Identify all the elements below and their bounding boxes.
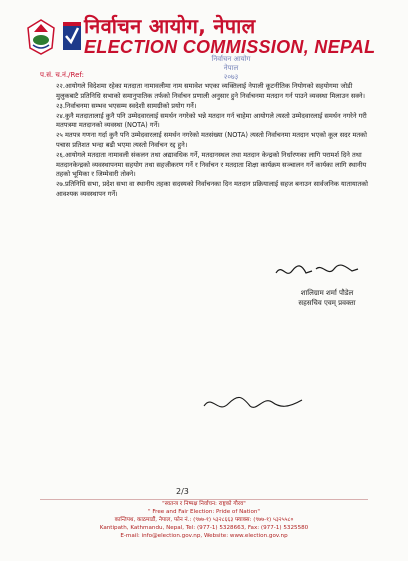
stamp-line-1: निर्वाचन आयोग: [211, 55, 251, 63]
paragraph-23: २३.निर्वाचनमा सम्भव भएसम्म स्वदेशी सामग्रीको प्रयोग गर्ने।: [56, 101, 197, 110]
footer-slogan-english: " Free and Fair Election: Pride of Nation": [147, 509, 261, 515]
office-stamp: [200, 55, 262, 83]
second-signature-icon: [198, 390, 308, 416]
handwritten-signature-icon: [272, 259, 362, 281]
reference-label: प.सं. च.नं./Ref:: [40, 71, 84, 79]
nepal-emblem-icon: [24, 18, 58, 56]
letter-body: [56, 82, 376, 200]
footer-address-english: Kantipath, Kathmandu, Nepal, Tel: (977-1) 5328663, Fax: (977-1) 5325580: [99, 525, 309, 531]
org-title-english: ELECTION COMMISSION, NEPAL: [84, 37, 376, 57]
letter-footer: [40, 500, 368, 540]
org-title-nepali: निर्वाचन आयोग, नेपाल: [84, 14, 256, 38]
paragraph-25: २५ मतपत्र गणना गर्दा कुनै पनि उम्मेदवारलाई समर्थन नगरेको मतसंख्या (NOTA) त्यस्तो निर्वाचनमा मतदान भएको कूल सदर मतको पचास प्रतिशत भन्दा बढी भएमा त्यस्तो निर्वाचन रद्द हुने।: [56, 131, 367, 150]
footer-contact-web: E-mail: info@election.gov.np, Website: www.election.gov.np: [120, 533, 288, 539]
footer-slogan-nepali: "स्वतन्त्र र निष्पक्ष निर्वाचन: राष्ट्रको गौरव": [162, 501, 246, 507]
paragraph-26: २६.आयोगले मतदाता नामावली संकलन तथा अद्यावधिक गर्ने, मतदानस्थल तथा मतदान केन्द्रको निर्धारणका लागि परामर्श दिने तथा मतदानकेन्द्रको व्यवस्थापनमा सहयोग तथा सहजीकरण गर्ने र निर्वाचन र मतदाता शिक्षा कार्यक्रम सञ्चालन गर्ने कार्यका लागि स्थानीय तहको भूमिका र जिम्मेवारी तोक्ने।: [56, 151, 367, 179]
signatory-block: [294, 288, 360, 308]
signatory-title: सहसचिव एवम् प्रवक्ता: [298, 299, 356, 307]
paragraph-27: २७.प्रतिनिधि सभा, प्रदेश सभा वा स्थानीय तहका सदस्यको निर्वाचनका दिन मतदान प्रक्रियालाई सहज बनाउन सार्वजनिक यातायातको आवश्यक व्यवस्थापन गर्ने।: [56, 180, 368, 199]
footer-address-nepali: कान्तिपथ, काठमाडौं, नेपाल, फोन नं.: (९७७-१) ५३२८६६३ फ्याक्स: (९७७-१) ५३२५५८०: [114, 517, 294, 523]
stamp-line-2: नेपाल: [223, 64, 239, 72]
page-number: 2/3: [176, 487, 189, 496]
stamp-line-3: २०७३: [223, 73, 239, 81]
signatory-name: शालिग्राम शर्मा पौडेल: [300, 289, 354, 297]
paragraph-24: २४.कुनै मतदातालाई कुनै पनि उम्मेदवारलाई समर्थन नगरेको भन्ने मतदान गर्न चाहेमा आयोगले त्यस्तो उम्मेदवारलाई समर्थन नगरेने गरी मतपत्रमा मतदानको व्यवस्था (NOTA) गर्ने।: [56, 111, 367, 130]
election-commission-logo-icon: [62, 18, 82, 54]
paragraph-22: २२.आयोगले विदेशमा रहेका मतदाता नामावलीमा नाम समावेश भएका व्यक्तिलाई नेपाली कूटनीतिक नियोगको सहयोगमा जोडी मुलुकबाटै प्रतिनिधि सभाको समानुपातिक तर्फको निर्वाचन प्रणाली अनुसार हुने निर्वाचनमा मतदान गर्न पाउने व्यवस्था मिलाउन सक्ने।: [56, 82, 366, 100]
